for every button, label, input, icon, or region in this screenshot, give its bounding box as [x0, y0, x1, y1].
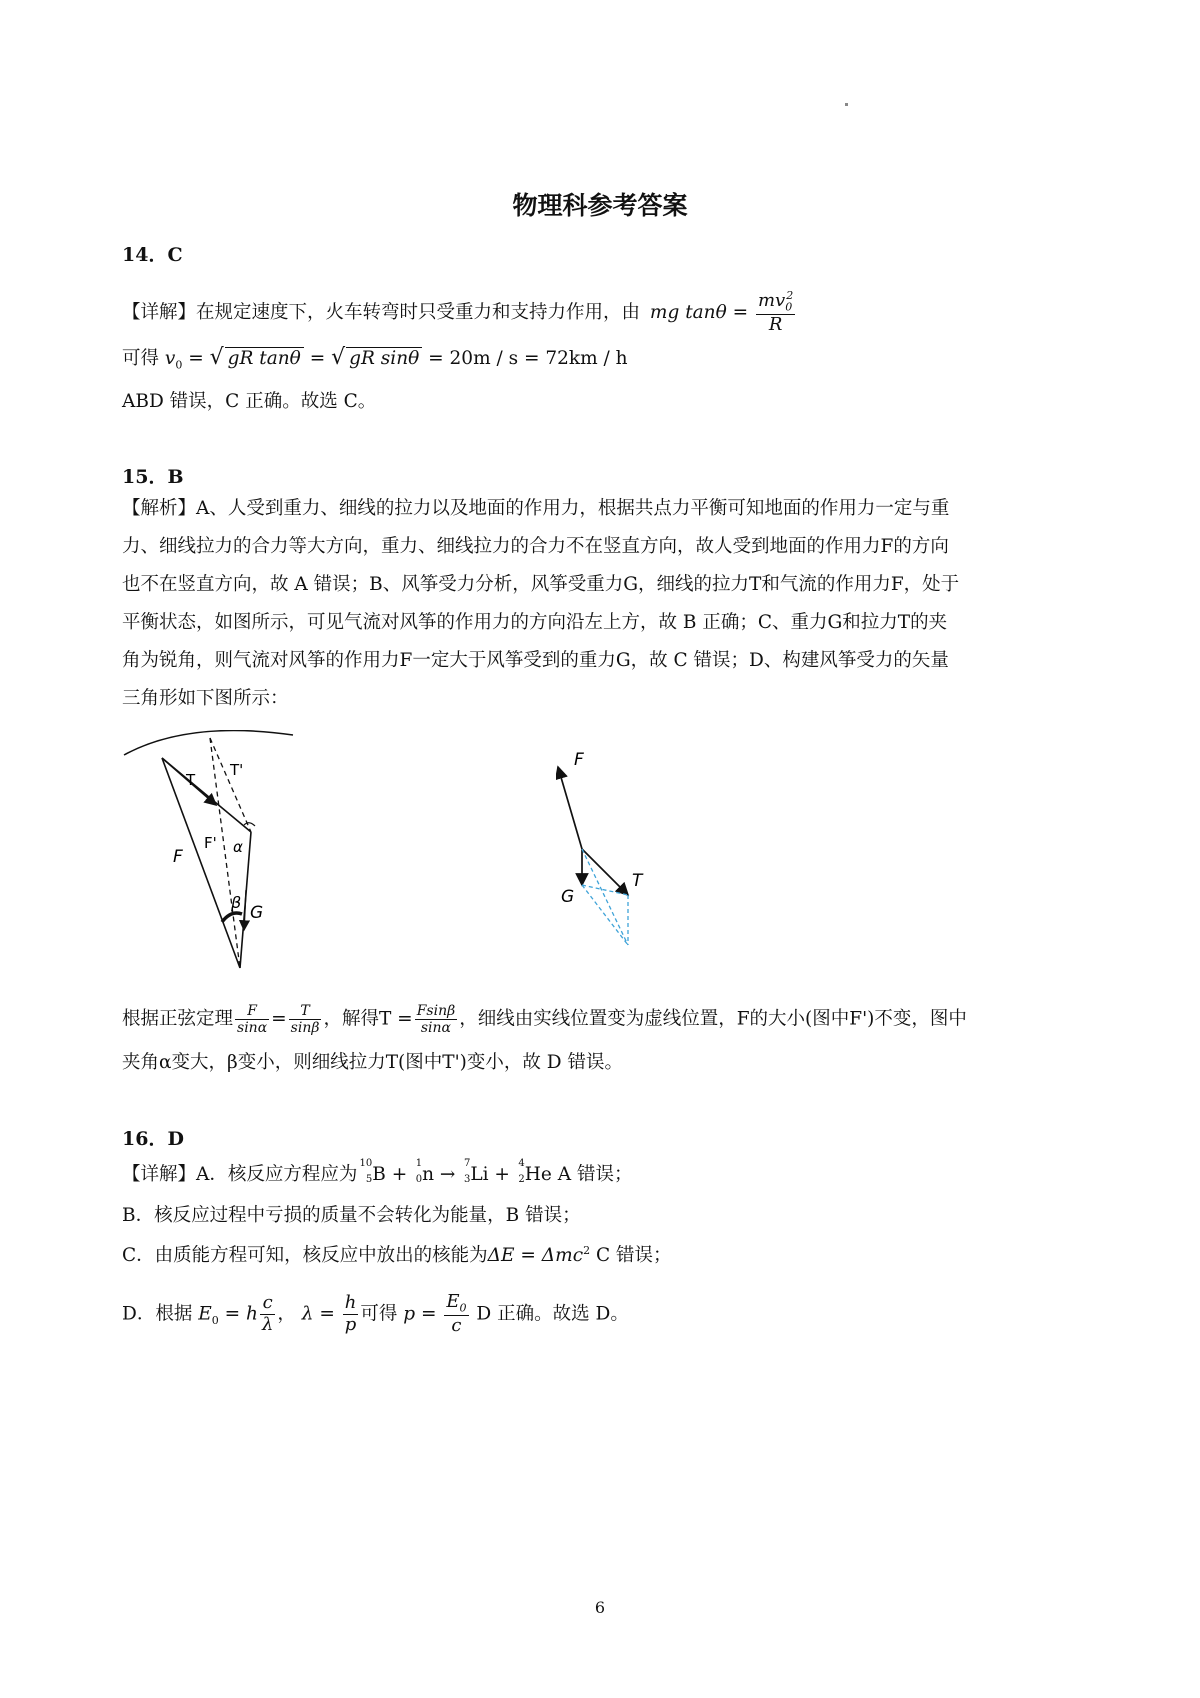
q16-lineC-suffix: C 错误；	[595, 1245, 672, 1267]
q15-paragraph-line: 平衡状态，如图所示，可见气流对风筝的作用力的方向沿左上方，故 B 正确；C、重力G和拉力T的夹	[122, 612, 948, 633]
angle-beta-arc	[222, 913, 242, 922]
q15-paragraph-line: 力、细线拉力的合力等大方向，重力、细线拉力的合力不在竖直方向，故人受到地面的作用力F的方向	[122, 536, 949, 557]
label-T-prime: T'	[230, 761, 244, 779]
kite-force-diagram-2	[556, 745, 666, 955]
scan-dot	[845, 103, 848, 106]
frac1-den: sinα	[237, 1020, 268, 1037]
label-T: T	[186, 771, 196, 789]
q16-lineD-suffix: D 正确。故选 D。	[476, 1303, 629, 1325]
kite-force-diagram-1	[118, 730, 298, 980]
q15-heading: 15．B	[122, 466, 184, 488]
label-beta: β	[231, 893, 242, 912]
q15-paragraph-line: 角为锐角，则气流对风筝的作用力F一定大于风筝受到的重力G，故 C 错误；D、构建风筝受力的矢量	[122, 650, 949, 671]
q14-fraction: $\frac{mv_0^2}{R}$	[757, 289, 794, 336]
q16-lineA: 【详解】A．核反应方程应为 10 5 B + 1 0 n → 7 3 Li + 4 2 He A 错误；	[122, 1158, 633, 1185]
q16-lineA-suffix: A 错误；	[557, 1164, 633, 1185]
q14-line2: 可得 $v_0$ = √ gR tanθ = √ gR sinθ = 20m / s = 72km / h	[122, 345, 628, 372]
q14-frac-den: R	[768, 314, 783, 336]
q16-heading: 16．D	[122, 1128, 184, 1150]
q14-formula-left: mg tanθ =	[649, 301, 749, 323]
label-F-prime: F'	[204, 834, 217, 852]
q16-lineD: D．根据 $E_0 = h$ $\frac{c}{\lambda}$ ， λ = $\frac{h}{p}$ 可得 p = $\frac{E_0}{c}$ D 正确。故选 D。	[122, 1291, 629, 1337]
angle-alpha-arc	[244, 823, 255, 826]
page-title: 物理科参考答案	[512, 191, 688, 220]
q14-line1	[122, 290, 797, 336]
frac3-num: Fsinβ	[416, 1003, 456, 1019]
label-T: T	[632, 871, 643, 891]
detail-label: 【详解】	[122, 301, 197, 323]
frac2-den: sinβ	[290, 1020, 320, 1037]
q15-paragraph-line: 【解析】A、人受到重力、细线的拉力以及地面的作用力，根据共点力平衡可知地面的作用力一定与重	[122, 498, 950, 519]
q16-lineC: C．由质能方程可知，核反应中放出的核能为ΔE = Δmc$^2$ C 错误；	[122, 1244, 672, 1267]
frac1-num: F	[235, 1003, 269, 1020]
label-alpha: α	[233, 838, 243, 856]
q16-lineC-prefix: C．由质能方程可知，核反应中放出的核能为	[122, 1245, 488, 1267]
q15-after1-suffix: ，细线由实线位置变为虚线位置，F的大小(图中F')不变，图中	[459, 1008, 967, 1030]
label-F: F	[574, 750, 584, 770]
q14-line3: ABD 错误，C 正确。故选 C。	[122, 391, 377, 412]
q15-paragraph-line: 也不在竖直方向，故 A 错误；B、风筝受力分析，风筝受重力G，细线的拉力T和气流的作用力F，处于	[122, 574, 960, 595]
label-G: G	[561, 887, 575, 907]
q15-after1: 根据正弦定理 $\frac{F}{\sin\alpha}$ = $\frac{T}{\sin\beta}$ ，解得T = $\frac{Fsin\beta}{\sin\alpha}$ ，细线由实线位置变为虚线位置，F的大小(图中F')不变，图中	[122, 1003, 967, 1037]
dash-blue	[582, 885, 628, 945]
page-number: 6	[594, 1598, 606, 1617]
q14-line2-prefix: 可得	[122, 348, 160, 369]
q14-line1-text: 在规定速度下，火车转弯时只受重力和支持力作用，由	[196, 301, 641, 323]
q16-lineD-mid2: 可得	[360, 1303, 398, 1325]
frac3-den: sinα	[420, 1020, 451, 1037]
q16-lineD-mid1: ，	[277, 1303, 296, 1325]
arrow-T	[582, 849, 628, 895]
q15-after1-mid: ，解得T =	[323, 1008, 413, 1030]
q15-paragraph-line: 三角形如下图所示：	[122, 688, 289, 709]
label-G: G	[250, 903, 264, 923]
q14-frac-num: mv	[757, 290, 786, 311]
q16-lineB: B．核反应过程中亏损的质量不会转化为能量，B 错误；	[122, 1205, 581, 1226]
frac2-num: T	[289, 1003, 322, 1020]
arc-ceiling	[124, 731, 293, 756]
q16-lineD-prefix: D．根据	[122, 1303, 193, 1325]
arrow-G	[244, 890, 246, 930]
q14-heading: 14．C	[122, 244, 183, 266]
q16-lineA-prefix: 【详解】A．核反应方程应为	[122, 1164, 358, 1185]
label-F: F	[173, 847, 183, 867]
q15-after1-prefix: 根据正弦定理	[122, 1008, 234, 1030]
arrow-F	[558, 767, 582, 849]
q15-after2: 夹角α变大，β变小，则细线拉力T(图中T')变小，故 D 错误。	[122, 1052, 623, 1073]
q14-line2-formula: = 20m / s = 72km / h	[428, 348, 628, 369]
dash-blue	[582, 849, 628, 945]
q16-lineC-formula: ΔE = Δmc	[487, 1245, 584, 1267]
